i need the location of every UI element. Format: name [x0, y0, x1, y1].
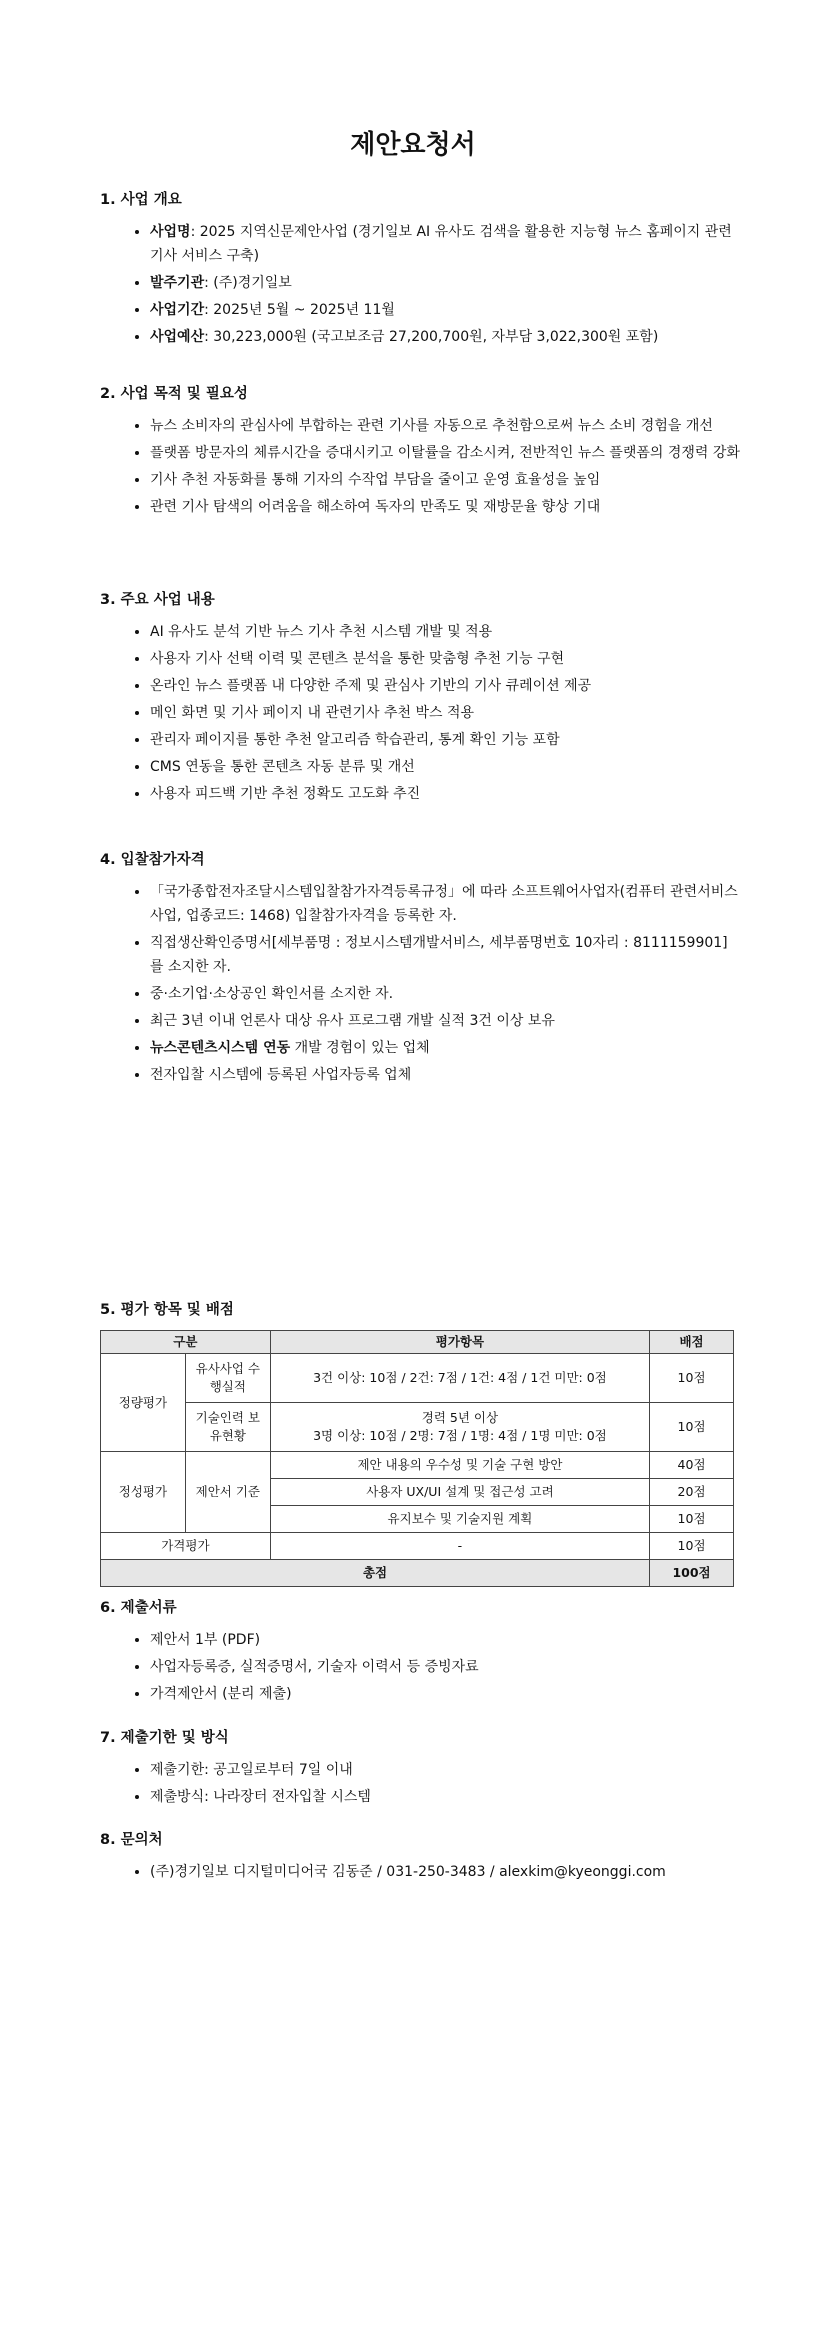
list-item: • 기사 추천 자동화를 통해 기자의 수작업 부담을 줄이고 운영 효율성을 높임 [150, 468, 740, 492]
list-item [150, 1063, 740, 1087]
item-text: 최근 3년 이내 언론사 대상 유사 프로그램 개발 실적 3건 이상 보유 [150, 1013, 555, 1029]
section-heading: 7. 제출기한 및 방식 [100, 1730, 229, 1746]
score-cell: 10점 [650, 1403, 734, 1452]
list-item [150, 271, 740, 295]
section-heading: 4. 입찰참가자격 [100, 852, 205, 868]
category-cell: 가격평가 [101, 1533, 271, 1560]
list-item: • 사용자 피드백 기반 추천 정확도 고도화 추진 [150, 782, 740, 806]
section-heading: 3. 주요 사업 내용 [100, 592, 215, 608]
section-overview [100, 190, 740, 352]
total-row [101, 1560, 734, 1587]
section-documents [100, 1598, 740, 1709]
list-item: • 제출방식: 나라장터 전자입찰 시스템 [150, 1785, 740, 1809]
section-eligibility [100, 850, 740, 1090]
table-header-row [101, 1331, 734, 1354]
evaluation-table [100, 1330, 734, 1587]
item-text: 전자입찰 시스템에 등록된 사업자등록 업체 [150, 1067, 412, 1083]
list-item: • 사용자 기사 선택 이력 및 콘텐츠 분석을 통한 맞춤형 추천 기능 구현 [150, 647, 740, 671]
section-deadline [100, 1728, 740, 1812]
section-heading: 2. 사업 목적 및 필요성 [100, 386, 248, 402]
purpose-list [100, 414, 740, 519]
overview-list [100, 220, 740, 349]
table-row [101, 1533, 734, 1560]
criteria-cell: 사용자 UX/UI 설계 및 접근성 고려 [270, 1479, 649, 1506]
item-label: 사업예산 [150, 329, 205, 345]
list-item: • 사업자등록증, 실적증명서, 기술자 이력서 등 증빙자료 [150, 1655, 740, 1679]
content-list [100, 620, 740, 806]
subcategory-cell: 기술인력 보유현황 [185, 1403, 270, 1452]
header-score: 배점 [650, 1331, 734, 1354]
item-text: : 2025년 5월 ~ 2025년 11월 [204, 302, 395, 318]
eligibility-list [100, 880, 740, 1087]
contact-list [100, 1860, 740, 1884]
section-heading: 5. 평가 항목 및 배점 [100, 1302, 234, 1318]
list-item: • 관련 기사 탐색의 어려움을 해소하여 독자의 만족도 및 재방문율 향상 기대 [150, 495, 740, 519]
criteria-cell: 3건 이상: 10점 / 2건: 7점 / 1건: 4점 / 1건 미만: 0점 [270, 1354, 649, 1403]
subcategory-cell: 유사사업 수행실적 [185, 1354, 270, 1403]
list-item: • 제출기한: 공고일로부터 7일 이내 [150, 1758, 740, 1782]
list-item: • 뉴스 소비자의 관심사에 부합하는 관련 기사를 자동으로 추천함으로써 뉴스 소비 경험을 개선 [150, 414, 740, 438]
item-label: 발주기관 [150, 275, 205, 291]
criteria-cell: 유지보수 및 기술지원 계획 [270, 1506, 649, 1533]
criteria-cell: - [270, 1533, 649, 1560]
list-item: • CMS 연동을 통한 콘텐츠 자동 분류 및 개선 [150, 755, 740, 779]
list-item: • 메인 화면 및 기사 페이지 내 관련기사 추천 박스 적용 [150, 701, 740, 725]
list-item: • 관리자 페이지를 통한 추천 알고리즘 학습관리, 통계 확인 기능 포함 [150, 728, 740, 752]
list-item: • (주)경기일보 디지털미디어국 김동준 / 031-250-3483 / alexkim@kyeonggi.com [150, 1860, 740, 1884]
section-main-content [100, 590, 740, 809]
table-row [101, 1403, 734, 1452]
item-text: : 2025 지역신문제안사업 (경기일보 AI 유사도 검색을 활용한 지능형 뉴스 홈페이지 관련 기사 서비스 구축) [150, 224, 732, 264]
list-item [150, 1009, 740, 1033]
score-cell: 40점 [650, 1452, 734, 1479]
item-label: 사업명 [150, 224, 191, 240]
item-text: 개발 경험이 있는 업체 [290, 1040, 430, 1056]
category-cell: 정량평가 [101, 1354, 186, 1452]
section-contact [100, 1830, 740, 1887]
total-score: 100점 [650, 1560, 734, 1587]
section-evaluation [100, 1300, 740, 1330]
criteria-cell: 제안 내용의 우수성 및 기술 구현 방안 [270, 1452, 649, 1479]
subcategory-cell: 제안서 기준 [185, 1452, 270, 1533]
deadline-list [100, 1758, 740, 1809]
list-item: • 가격제안서 (분리 제출) [150, 1682, 740, 1706]
document-title: 제안요청서 [350, 130, 476, 160]
section-heading: 1. 사업 개요 [100, 192, 182, 208]
list-item: • 제안서 1부 (PDF) [150, 1628, 740, 1652]
score-cell: 10점 [650, 1533, 734, 1560]
category-cell: 정성평가 [101, 1452, 186, 1533]
item-text: 직접생산확인증명서[세부품명 : 정보시스템개발서비스, 세부품명번호 10자리 : 8111159901]를 소지한 자. [150, 935, 728, 975]
section-purpose [100, 384, 740, 522]
list-item [150, 1036, 740, 1060]
section-heading: 8. 문의처 [100, 1832, 163, 1848]
section-heading: 6. 제출서류 [100, 1600, 177, 1616]
list-item [150, 220, 740, 268]
documents-list [100, 1628, 740, 1706]
list-item [150, 880, 740, 928]
item-text: : (주)경기일보 [204, 275, 292, 291]
table-row [101, 1354, 734, 1403]
score-cell: 10점 [650, 1354, 734, 1403]
header-item: 평가항목 [270, 1331, 649, 1354]
list-item [150, 325, 740, 349]
item-text: 「국가종합전자조달시스템입찰참가자격등록규정」에 따라 소프트웨어사업자(컴퓨터 관련서비스사업, 업종코드: 1468) 입찰참가자격을 등록한 자. [150, 884, 738, 924]
item-text: 중·소기업·소상공인 확인서를 소지한 자. [150, 986, 394, 1002]
list-item [150, 298, 740, 322]
score-cell: 10점 [650, 1506, 734, 1533]
list-item: • 온라인 뉴스 플랫폼 내 다양한 주제 및 관심사 기반의 기사 큐레이션 제공 [150, 674, 740, 698]
list-item [150, 931, 740, 979]
criteria-cell: 경력 5년 이상 3명 이상: 10점 / 2명: 7점 / 1명: 4점 / 1명 미만: 0점 [270, 1403, 649, 1452]
item-text: : 30,223,000원 (국고보조금 27,200,700원, 자부담 3,022,300원 포함) [204, 329, 659, 345]
total-label: 총점 [101, 1560, 650, 1587]
score-cell: 20점 [650, 1479, 734, 1506]
table-row [101, 1452, 734, 1479]
list-item [150, 982, 740, 1006]
header-category: 구분 [101, 1331, 271, 1354]
list-item: • 플랫폼 방문자의 체류시간을 증대시키고 이탈률을 감소시켜, 전반적인 뉴스 플랫폼의 경쟁력 강화 [150, 441, 740, 465]
item-label: 뉴스콘텐츠시스템 연동 [150, 1040, 291, 1056]
item-label: 사업기간 [150, 302, 205, 318]
list-item: • AI 유사도 분석 기반 뉴스 기사 추천 시스템 개발 및 적용 [150, 620, 740, 644]
